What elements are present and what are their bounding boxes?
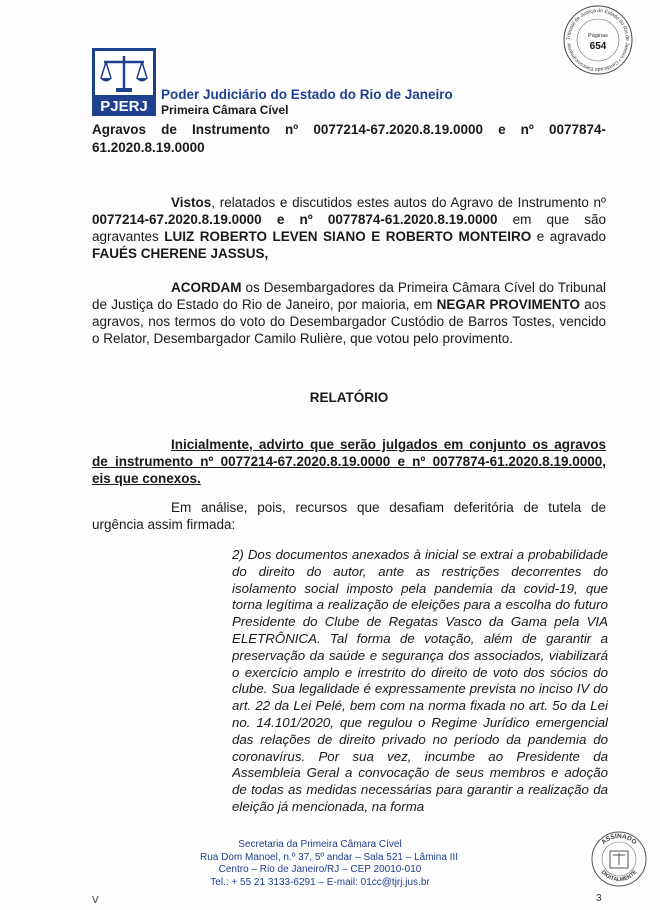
seal-page-number: 654 bbox=[589, 41, 607, 52]
document-title: Agravos de Instrumento nº 0077214-67.2020.8.19.0000 e nº 0077874-61.2020.8.19.0000 bbox=[92, 122, 606, 155]
acordam-lead: ACORDAM bbox=[171, 280, 242, 295]
intro-paragraph: Inicialmente, advirto que serão julgados em conjunto os agravos de instrumento nº 0077214-67.2020.8.19.0000 e nº 0077874-61.2020.8.19.0000, eis que conexos. bbox=[92, 437, 606, 486]
svg-text:Tribunal de Justiça do Estado bbox=[566, 8, 630, 72]
digital-signature-seal bbox=[590, 830, 648, 888]
org-name: Poder Judiciário do Estado do Rio de Janeiro bbox=[161, 87, 453, 102]
decision: NEGAR PROVIMENTO bbox=[436, 297, 581, 312]
footer-address: Secretaria da Primeira Câmara Cível Rua Dom Manoel, n.º 37, 5º andar – Sala 521 – Lâmina III Centro – Rio de Janeiro/RJ – CEP 20010-010 Tel.: + 55 21 3133-6291 – E-mail: 01cc@tjrj.jus.br bbox=[200, 839, 459, 888]
organization-header bbox=[161, 87, 453, 117]
vistos-paragraph: Vistos, relatados e discutidos estes autos do Agravo de Instrumento nº 0077214-67.2020.8.19.0000 e nº 0077874-61.2020.8.19.0000 em que são agravantes LUIZ ROBERTO LEVEN SIANO E ROBERTO MONTEIRO e agravado FAUÉS CHERENE JASSUS, bbox=[92, 195, 606, 261]
logo-text: PJERJ bbox=[100, 98, 148, 115]
version-mark: V bbox=[92, 895, 99, 906]
chamber-name: Primeira Câmara Cível bbox=[161, 103, 289, 117]
section-title: RELATÓRIO bbox=[309, 390, 389, 405]
quoted-decision: 2) Dos documentos anexados à inicial se extrai a probabilidade do direito do autor, ante as restrições decorrentes do isolamento social imposto pela pandemia da covid-19, que torna legítima a realização de eleições para a escolha do futuro Presidente do Clube de Regatas Vasco da Gama pela VIA ELETRÔNICA. Tal forma de votação, além de garantir a preservação da saúde e segurança dos associados, viabilizará o exercício amplo e irrestrito do direito de voto dos sócios do clube. Sua legalidade é expressamente prevista no inciso IV do art. 22 da Lei Pelé, bem com na norma fixada no art. 5o da Lei no. 14.101/2020, que regulou o Regime Jurídico emergencial das relações de direito privado no período da pandemia do coronavírus. Por sua vez, incumbe ao Presidente da Assembleia Geral a convocação de seus membros e adoção de todas as medidas necessárias para garantir a realização da eleição já mencionada, na forma bbox=[232, 547, 608, 814]
certification-seal bbox=[562, 4, 634, 76]
appellants: LUIZ ROBERTO LEVEN SIANO E ROBERTO MONTEIRO bbox=[164, 229, 532, 244]
seal-ring-text: Tribunal de Justiça do Estado do Rio de Janeiro • Certificado Eletronicamente bbox=[565, 7, 631, 73]
analysis-paragraph: Em análise, pois, recursos que desafiam deferitória de tutela de urgência assim firmada: bbox=[92, 500, 606, 532]
seal-pages-label: Páginas bbox=[588, 33, 608, 39]
case-numbers: 0077214-67.2020.8.19.0000 e nº 0077874-61.2020.8.19.0000 bbox=[92, 212, 498, 227]
vistos-lead: Vistos bbox=[171, 195, 212, 210]
appellee: FAUÉS CHERENE JASSUS, bbox=[92, 246, 269, 261]
acordam-paragraph: ACORDAM os Desembargadores da Primeira Câmara Cível do Tribunal de Justiça do Estado do Rio de Janeiro, por maioria, em NEGAR PROVIMENTO aos agravos, nos termos do voto do Desembargador Custódio de Barros Tostes, vencido o Relator, Desembargador Camilo Rulière, que votou pelo provimento. bbox=[92, 280, 607, 346]
page-number: 3 bbox=[596, 893, 602, 904]
seal-top-text: ASSINADO bbox=[600, 832, 638, 847]
pjerj-logo bbox=[92, 48, 156, 116]
seal-bottom-text: DIGITALMENTE bbox=[599, 869, 639, 884]
